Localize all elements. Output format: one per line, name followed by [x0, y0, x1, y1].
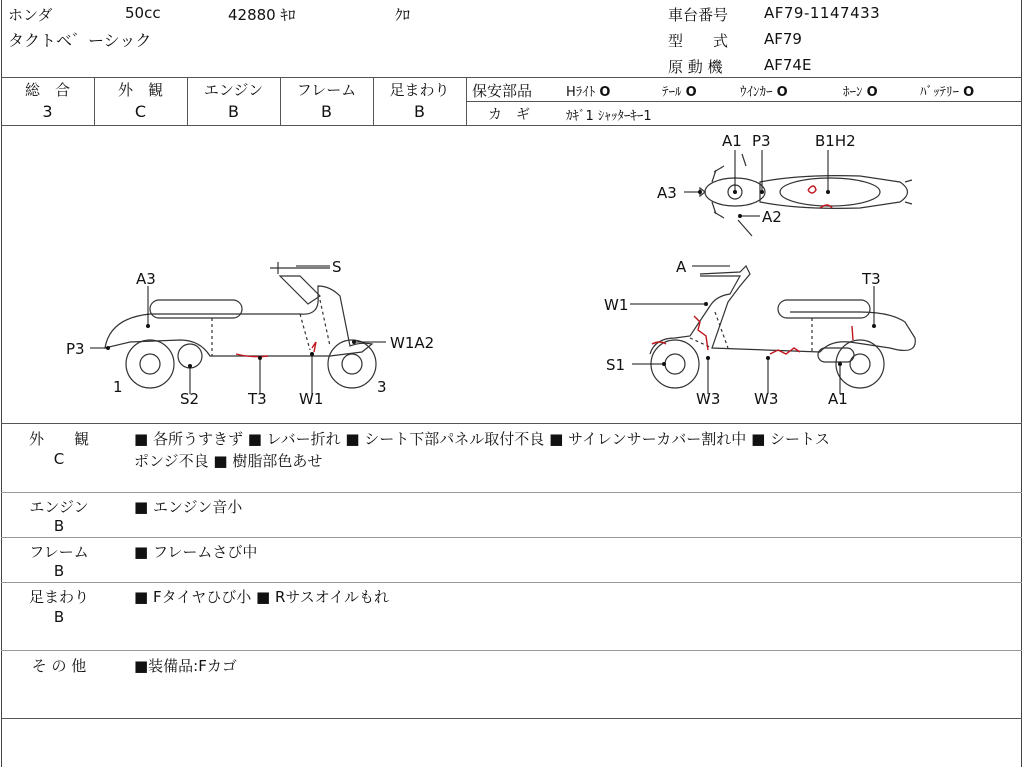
- color: ｸﾛ: [395, 6, 411, 24]
- label-left-1: 1: [113, 378, 123, 396]
- frame-value: B: [321, 102, 332, 121]
- label-left-3: 3: [377, 378, 387, 396]
- damage-marks: [236, 186, 853, 357]
- key-value: ｶｷﾞ1 ｼｬｯﾀｰｷｰ1: [566, 109, 652, 124]
- scooter-top-view: [700, 154, 912, 236]
- safety-item-tail: ﾃｰﾙ O: [662, 85, 697, 100]
- label-right-a1: A1: [828, 390, 848, 408]
- safety-item-horn: ﾎｰﾝ O: [843, 85, 878, 100]
- label-top-a3: A3: [657, 184, 677, 202]
- chassis-label: 車台番号: [668, 6, 729, 24]
- engine-model-value: AF74E: [764, 56, 812, 74]
- label-right-w1: W1: [604, 296, 629, 314]
- divider: [466, 101, 1022, 102]
- label-left-s2: S2: [180, 390, 200, 408]
- notes-exterior-title: 外 観: [28, 430, 89, 448]
- displacement: 50cc: [125, 4, 161, 22]
- notes-other-title: そ の 他: [31, 657, 87, 675]
- notes-other-line1: ■装備品:Fカゴ: [134, 657, 237, 675]
- label-right-t3: T3: [862, 270, 881, 288]
- label-left-w1a2: W1A2: [390, 334, 435, 352]
- label-right-s1: S1: [606, 356, 626, 374]
- damage-diagram: [0, 126, 1024, 422]
- overall-value: 3: [42, 102, 53, 121]
- label-right-w3a: W3: [696, 390, 721, 408]
- type-label: 型 式: [668, 32, 729, 50]
- label-top-a2: A2: [762, 208, 782, 226]
- divider: [1, 77, 1022, 78]
- label-left-a3: A3: [136, 270, 156, 288]
- notes-engine-grade: B: [53, 517, 65, 535]
- divider: [1, 423, 1022, 424]
- suspension-label: 足まわり: [389, 81, 450, 99]
- notes-exterior-line2: ポンジ不良 ■ 樹脂部色あせ: [134, 452, 323, 470]
- label-right-w3b: W3: [754, 390, 779, 408]
- divider: [1, 582, 1022, 583]
- notes-engine-line1: ■ エンジン音小: [134, 498, 243, 516]
- suspension-value: B: [414, 102, 425, 121]
- label-top-a1: A1: [722, 132, 742, 150]
- maker: ホンダ: [8, 6, 53, 24]
- divider: [1, 537, 1022, 538]
- notes-suspension-line1: ■ Fタイヤひび小 ■ Rサスオイルもれ: [134, 588, 390, 606]
- notes-exterior-line1: ■ 各所うすきず ■ レバー折れ ■ シート下部パネル取付不良 ■ サイレンサーカバー割れ中 ■ シートス: [134, 430, 830, 448]
- model-name: タクトベ゛ーシック: [8, 31, 152, 50]
- notes-frame-grade: B: [53, 562, 65, 580]
- divider: [1, 492, 1022, 493]
- type-value: AF79: [764, 30, 802, 48]
- notes-suspension-title: 足まわり: [28, 588, 89, 606]
- overall-label: 総 合: [24, 81, 70, 99]
- exterior-value: C: [134, 102, 147, 121]
- label-left-p3: P3: [66, 340, 85, 358]
- notes-engine-title: エンジン: [29, 498, 89, 516]
- engine-value: B: [228, 102, 239, 121]
- label-left-t3: T3: [248, 390, 267, 408]
- engine-label: エンジン: [203, 81, 264, 99]
- chassis-value: AF79-1147433: [764, 4, 881, 22]
- exterior-label: 外 観: [117, 81, 163, 99]
- divider: [1, 718, 1022, 719]
- divider: [1, 650, 1022, 651]
- notes-suspension-grade: B: [53, 608, 65, 626]
- label-right-a: A: [676, 258, 687, 276]
- label-top-b1h2: B1H2: [815, 132, 856, 150]
- divider: [466, 77, 467, 125]
- engine-model-label: 原 動 機: [668, 58, 723, 76]
- mileage: 42880 ｷﾛ: [228, 6, 296, 24]
- key-label: カ ギ: [488, 107, 530, 123]
- notes-frame-title: フレーム: [29, 543, 89, 561]
- notes-exterior-grade: C: [53, 450, 65, 468]
- notes-frame-line1: ■ フレームさび中: [134, 543, 258, 561]
- safety-item-winker: ｳｲﾝｶｰ O: [740, 85, 788, 100]
- safety-item-battery: ﾊﾞｯﾃﾘｰ O: [920, 85, 975, 100]
- label-top-p3: P3: [752, 132, 771, 150]
- safety-label: 保安部品: [472, 82, 533, 100]
- label-left-w1: W1: [299, 390, 324, 408]
- frame-label: フレーム: [296, 81, 357, 99]
- safety-item-headlight: Hﾗｲﾄ O: [566, 85, 611, 100]
- label-left-s: S: [332, 258, 342, 276]
